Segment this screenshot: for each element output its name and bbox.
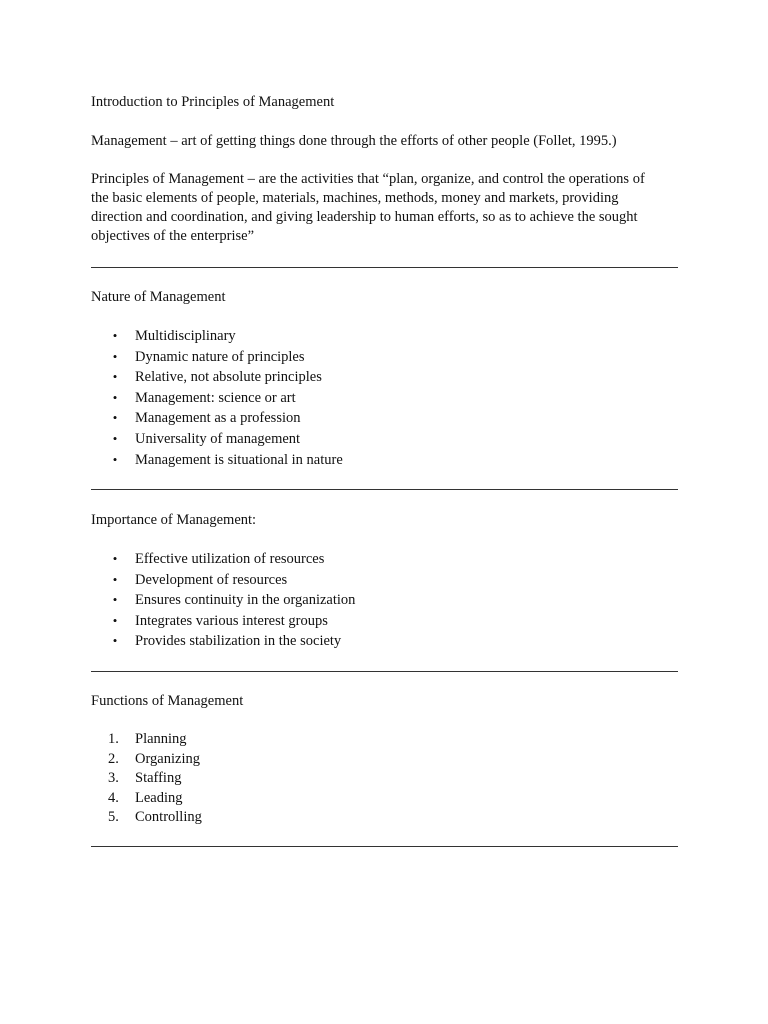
section-divider <box>91 671 678 672</box>
bullet-icon: • <box>112 551 118 566</box>
importance-heading: Importance of Management: <box>91 512 257 528</box>
bullet-icon: • <box>112 410 118 426</box>
bullet-icon: • <box>112 348 118 364</box>
list-number: 5. <box>108 809 119 825</box>
nature-heading: Nature of Management <box>91 289 226 305</box>
document-page: Introduction to Principles of Management Management – art of getting things done through the efforts of other people (Follet, 1995.) Principles of Management – are the activities that “plan, organize, and control the operations of the basic elements of people, materials, machines, methods, money and markets, providing direction and coordination, and giving leadership to human efforts, so as to achieve the sought objectives of the enterprise” Nature of Management • Multidisciplinary • Dynamic nature of principles • Relative, not absolute principles • Management: science or art • Management as a profession • Universality of management • Management is situational in nature Importance of Management: • Effective utilization of resources • Development of resources • Ensures continuity in the organization • Integrates various interest groups • Provides stabilization in the society Functions of Management 1. Planning 2. Organizing 3. Staffing 4. Leading 5. Controlling <box>0 0 768 1024</box>
list-number: 4. <box>108 789 119 806</box>
section-divider <box>91 846 678 847</box>
bullet-icon: • <box>112 633 118 649</box>
bullet-icon: • <box>112 328 118 343</box>
bullet-icon: • <box>112 592 118 608</box>
principles-paragraph <box>91 170 691 246</box>
section-divider <box>91 267 678 268</box>
list-number: 3. <box>108 770 119 786</box>
bullet-icon: • <box>112 369 118 385</box>
document-title: Introduction to Principles of Management <box>91 94 335 110</box>
bullet-icon: • <box>112 571 118 587</box>
bullet-icon: • <box>112 612 118 628</box>
list-number: 1. <box>108 731 119 747</box>
bullet-icon: • <box>112 451 118 467</box>
bullet-icon: • <box>112 430 118 446</box>
principles-line: direction and coordination, and giving leadership to human efforts, so as to achieve the sought <box>91 209 638 225</box>
principles-line: the basic elements of people, materials, machines, methods, money and markets, providing <box>91 190 619 206</box>
functions-heading: Functions of Management <box>91 693 244 709</box>
principles-line: objectives of the enterprise” <box>91 228 255 244</box>
list-number: 2. <box>108 750 119 767</box>
bullet-icon: • <box>112 389 118 405</box>
management-definition: Management – art of getting things done through the efforts of other people (Follet, 1995.) <box>91 133 617 149</box>
principles-line: Principles of Management – are the activities that “plan, organize, and control the operations of <box>91 171 645 187</box>
section-divider <box>91 489 678 490</box>
